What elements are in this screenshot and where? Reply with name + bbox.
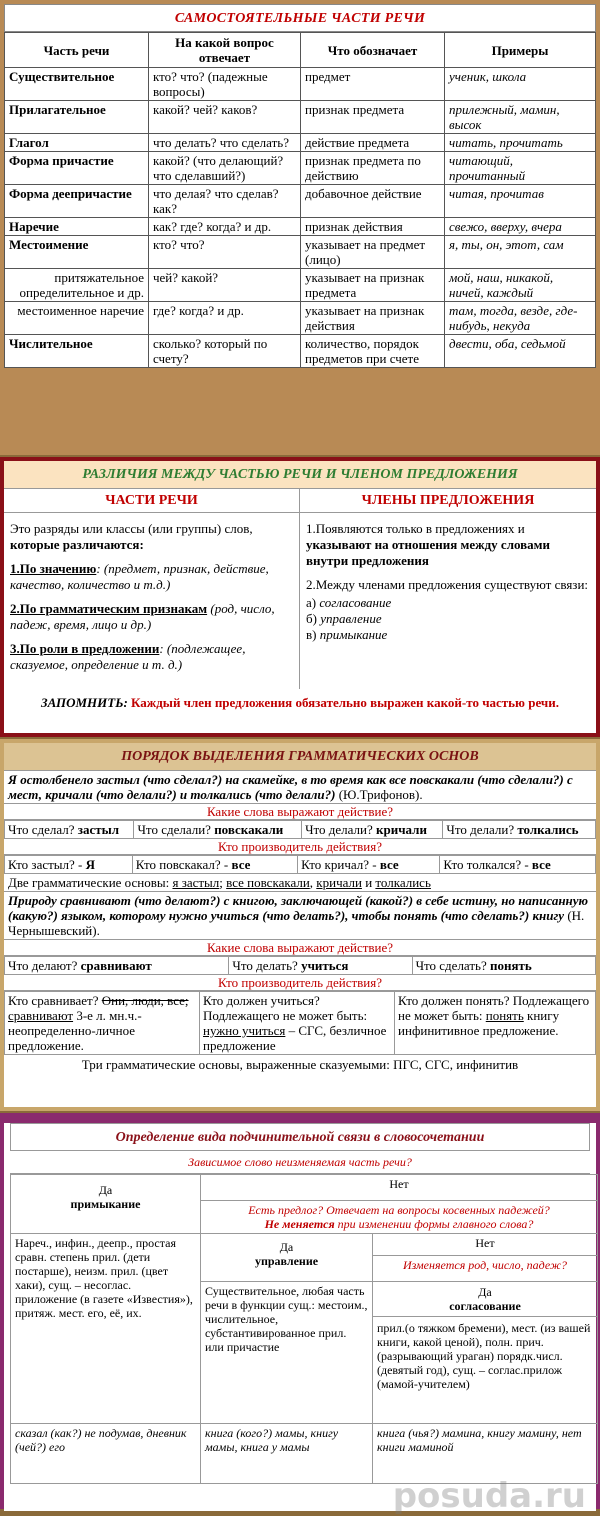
members-column — [300, 489, 596, 689]
parts-cell-question: что делать? что сделать? — [149, 134, 301, 152]
parts-cell-part: Наречие — [5, 218, 149, 236]
parts-criterion-3: 3.По роли в предложении: (подлежащее, сказуемое, определение и т. д.) — [10, 641, 246, 672]
diff-title: РАЗЛИЧИЯ МЕЖДУ ЧАСТЬЮ РЕЧИ И ЧЛЕНОМ ПРЕДЛОЖЕНИЯ — [4, 461, 596, 489]
basis-title: ПОРЯДОК ВЫДЕЛЕНИЯ ГРАММАТИЧЕСКИХ ОСНОВ — [4, 743, 596, 771]
answer-cell: Что сделать? понять — [412, 957, 595, 975]
answer-cell: Кто повскакал? - все — [132, 856, 297, 874]
header-part: Часть речи — [5, 33, 149, 68]
link-title: Определение вида подчинительной связи в словосочетании — [10, 1123, 590, 1151]
agreement-cell — [373, 1282, 598, 1424]
parts-cell-question: что делая? что сделав? как? — [149, 185, 301, 218]
branch-yes-adjunction: Да примыкание — [11, 1175, 201, 1234]
header-examples: Примеры — [445, 33, 596, 68]
parts-cell-meaning: указывает на признак действия — [301, 302, 445, 335]
parts-cell-part: Местоимение — [5, 236, 149, 269]
question-agent-2: Кто производитель действия? — [4, 975, 596, 991]
answer-cell: Что делали? кричали — [302, 821, 443, 839]
answer-cell: Кто кричал? - все — [298, 856, 440, 874]
question-preposition: Есть предлог? Отвечает на вопросы косвенных падежей? Не меняется при изменении формы главного слова? — [201, 1201, 598, 1234]
agreement-list: прил.(о тяжком бремени), мест. (из вашей книги, какой ценой), полн. прич. (разрывающий ураган) порядк.числ. (девятый год), сущ. – соглас.прилож (мамой-учителем) — [377, 1321, 591, 1391]
parts-cell-part: Глагол — [5, 134, 149, 152]
parts-cell-part: Числительное — [5, 335, 149, 368]
parts-row — [5, 269, 596, 302]
parts-row — [5, 302, 596, 335]
members-point-1: 1.Появляются только в предложениях и указывают на отношения между словами внутри предложения — [306, 521, 551, 568]
parts-cell-part: Форма причастие — [5, 152, 149, 185]
parts-cell-meaning: количество, порядок предметов при счете — [301, 335, 445, 368]
link-type-panel — [0, 1113, 600, 1516]
parts-cell-part: Существительное — [5, 68, 149, 101]
parts-criterion-2: 2.По грамматическим признакам (род, число, падеж, время, лицо и др.) — [10, 601, 275, 632]
parts-cell-examples: читать, прочитать — [445, 134, 596, 152]
parts-cell-meaning: признак предмета по действию — [301, 152, 445, 185]
two-bases: Две грамматические основы: я застыл; все повскакали, кричали и толкались — [4, 874, 596, 892]
parts-cell-question: какой? (что делающий? что сделавший?) — [149, 152, 301, 185]
answer-cell: Что делают? сравнивают — [5, 957, 229, 975]
question-indeclinable: Зависимое слово неизменяемая часть речи? — [10, 1151, 590, 1174]
parts-cell-part: местоименное наречие — [5, 302, 149, 335]
question-action-2: Какие слова выражают действие? — [4, 940, 596, 956]
parts-cell-meaning: указывает на признак предмета — [301, 269, 445, 302]
parts-title: САМОСТОЯТЕЛЬНЫЕ ЧАСТИ РЕЧИ — [4, 4, 596, 32]
parts-column — [4, 489, 300, 689]
analysis-2: Кто должен учиться? Подлежащего не может быть: нужно учиться – СГС, безличное предложение — [200, 992, 395, 1055]
parts-cell-question: как? где? когда? и др. — [149, 218, 301, 236]
parts-cell-part: притяжательное определительное и др. — [5, 269, 149, 302]
answer-cell: Что сделали? повскакали — [134, 821, 302, 839]
parts-cell-examples: там, тогда, везде, где-нибудь, некуда — [445, 302, 596, 335]
link-type-a: а) согласование — [306, 595, 392, 610]
branch-yes-agreement: Да согласование — [373, 1282, 597, 1317]
parts-cell-meaning: признак предмета — [301, 101, 445, 134]
parts-row — [5, 185, 596, 218]
analysis-3: Кто должен понять? Подлежащего не может быть: понять книгу инфинитивное предложение. — [395, 992, 596, 1055]
branch-no-1: Нет — [201, 1175, 598, 1201]
parts-cell-part: Прилагательное — [5, 101, 149, 134]
parts-row — [5, 236, 596, 269]
parts-row — [5, 152, 596, 185]
basis-footer: Три грамматические основы, выраженные сказуемыми: ПГС, СГС, инфинитив — [81, 1057, 519, 1072]
parts-row — [5, 68, 596, 101]
answer-cell: Что делали? толкались — [443, 821, 596, 839]
answer-cell: Кто толкался? - все — [440, 856, 596, 874]
parts-cell-meaning: признак действия — [301, 218, 445, 236]
parts-column-header: ЧАСТИ РЕЧИ — [4, 489, 299, 513]
parts-cell-question: кто? что? (падежные вопросы) — [149, 68, 301, 101]
branch-yes-government: Да управление — [201, 1234, 373, 1282]
parts-cell-meaning: действие предмета — [301, 134, 445, 152]
parts-cell-meaning: указывает на предмет (лицо) — [301, 236, 445, 269]
members-point-2: 2.Между членами предложения существуют связи: — [306, 577, 589, 592]
differences-panel — [0, 457, 600, 737]
example-adjunction: сказал (как?) не подумав, дневник (чей?) его — [11, 1424, 201, 1484]
watermark: posuda.ru — [392, 1476, 586, 1516]
header-meaning: Что обозначает — [301, 33, 445, 68]
remember-note: ЗАПОМНИТЬ: Каждый член предложения обязательно выражен какой-то частью речи. — [41, 695, 559, 710]
sentence-1: Я остолбенело застыл (что сделал?) на скамейке, в то время как все повскакали (что сделали?) с мест, кричали (что делали?) и толкались (что делали?) (Ю.Трифонов). — [4, 771, 596, 804]
analysis-1: Кто сравнивает? Они, люди, все; сравнивают 3-е л. мн.ч.- неопределенно-личное предложение. — [5, 992, 200, 1055]
example-government: книга (кого?) мамы, книгу мамы, книга у мамы — [201, 1424, 373, 1484]
parts-row — [5, 218, 596, 236]
adjunction-list: Нареч., инфин., деепр., простая сравн. степень прил. (дети постарше), неизм. прил. (цвет хаки), сущ. – несоглас. приложение (в газете «Известия»), притяж. мест. его, её, их. — [11, 1234, 201, 1424]
answer-cell: Что сделал? застыл — [5, 821, 134, 839]
parts-cell-examples: я, ты, он, этот, сам — [445, 236, 596, 269]
header-question: На какой вопрос отвечает — [149, 33, 301, 68]
parts-cell-examples: мой, наш, никакой, ничей, каждый — [445, 269, 596, 302]
link-type-b: б) управление — [306, 611, 382, 626]
answer-cell: Кто застыл? - Я — [5, 856, 133, 874]
parts-cell-question: чей? какой? — [149, 269, 301, 302]
branch-no-2: Нет — [373, 1234, 598, 1256]
parts-cell-examples: свежо, вверху, вчера — [445, 218, 596, 236]
parts-cell-examples: двести, оба, седьмой — [445, 335, 596, 368]
parts-cell-examples: ученик, школа — [445, 68, 596, 101]
parts-cell-examples: прилежный, мамин, высок — [445, 101, 596, 134]
parts-cell-meaning: предмет — [301, 68, 445, 101]
parts-cell-question: где? когда? и др. — [149, 302, 301, 335]
parts-cell-question: сколько? который по счету? — [149, 335, 301, 368]
parts-cell-examples: читающий, прочитанный — [445, 152, 596, 185]
link-type-c: в) примыкание — [306, 627, 388, 642]
sentence-2: Природу сравнивают (что делают?) с книгою, заключающей (какой?) в себе истину, но написанную (какую?) языком, которому нужно учиться (что делать?), чтобы понять (что сделать?) книгу (Н. Чернышевский). — [4, 892, 596, 940]
parts-criterion-1: 1.По значению: (предмет, признак, действие, качество, количество и т.д.) — [10, 561, 269, 592]
question-agent-1: Кто производитель действия? — [4, 839, 596, 855]
parts-cell-question: какой? чей? каков? — [149, 101, 301, 134]
parts-cell-meaning: добавочное действие — [301, 185, 445, 218]
parts-row — [5, 101, 596, 134]
parts-table — [4, 32, 596, 368]
parts-intro: Это разряды или классы (или группы) слов, которые различаются: — [10, 521, 253, 552]
example-agreement: книга (чья?) мамина, книгу мамину, нет книги маминой — [373, 1424, 598, 1484]
parts-row — [5, 335, 596, 368]
parts-cell-part: Форма деепричастие — [5, 185, 149, 218]
question-action-1: Какие слова выражают действие? — [4, 804, 596, 820]
parts-of-speech-panel — [0, 0, 600, 455]
parts-row — [5, 134, 596, 152]
members-column-header: ЧЛЕНЫ ПРЕДЛОЖЕНИЯ — [300, 489, 596, 513]
parts-cell-question: кто? что? — [149, 236, 301, 269]
grammar-basis-panel — [0, 739, 600, 1111]
question-agreement: Изменяется род, число, падеж? — [373, 1256, 598, 1282]
government-list: Существительное, любая часть речи в функции сущ.: местоим., числительное, субстантивированное прил. или причастие — [201, 1282, 373, 1424]
answer-cell: Что делать? учиться — [229, 957, 412, 975]
parts-cell-examples: читая, прочитав — [445, 185, 596, 218]
